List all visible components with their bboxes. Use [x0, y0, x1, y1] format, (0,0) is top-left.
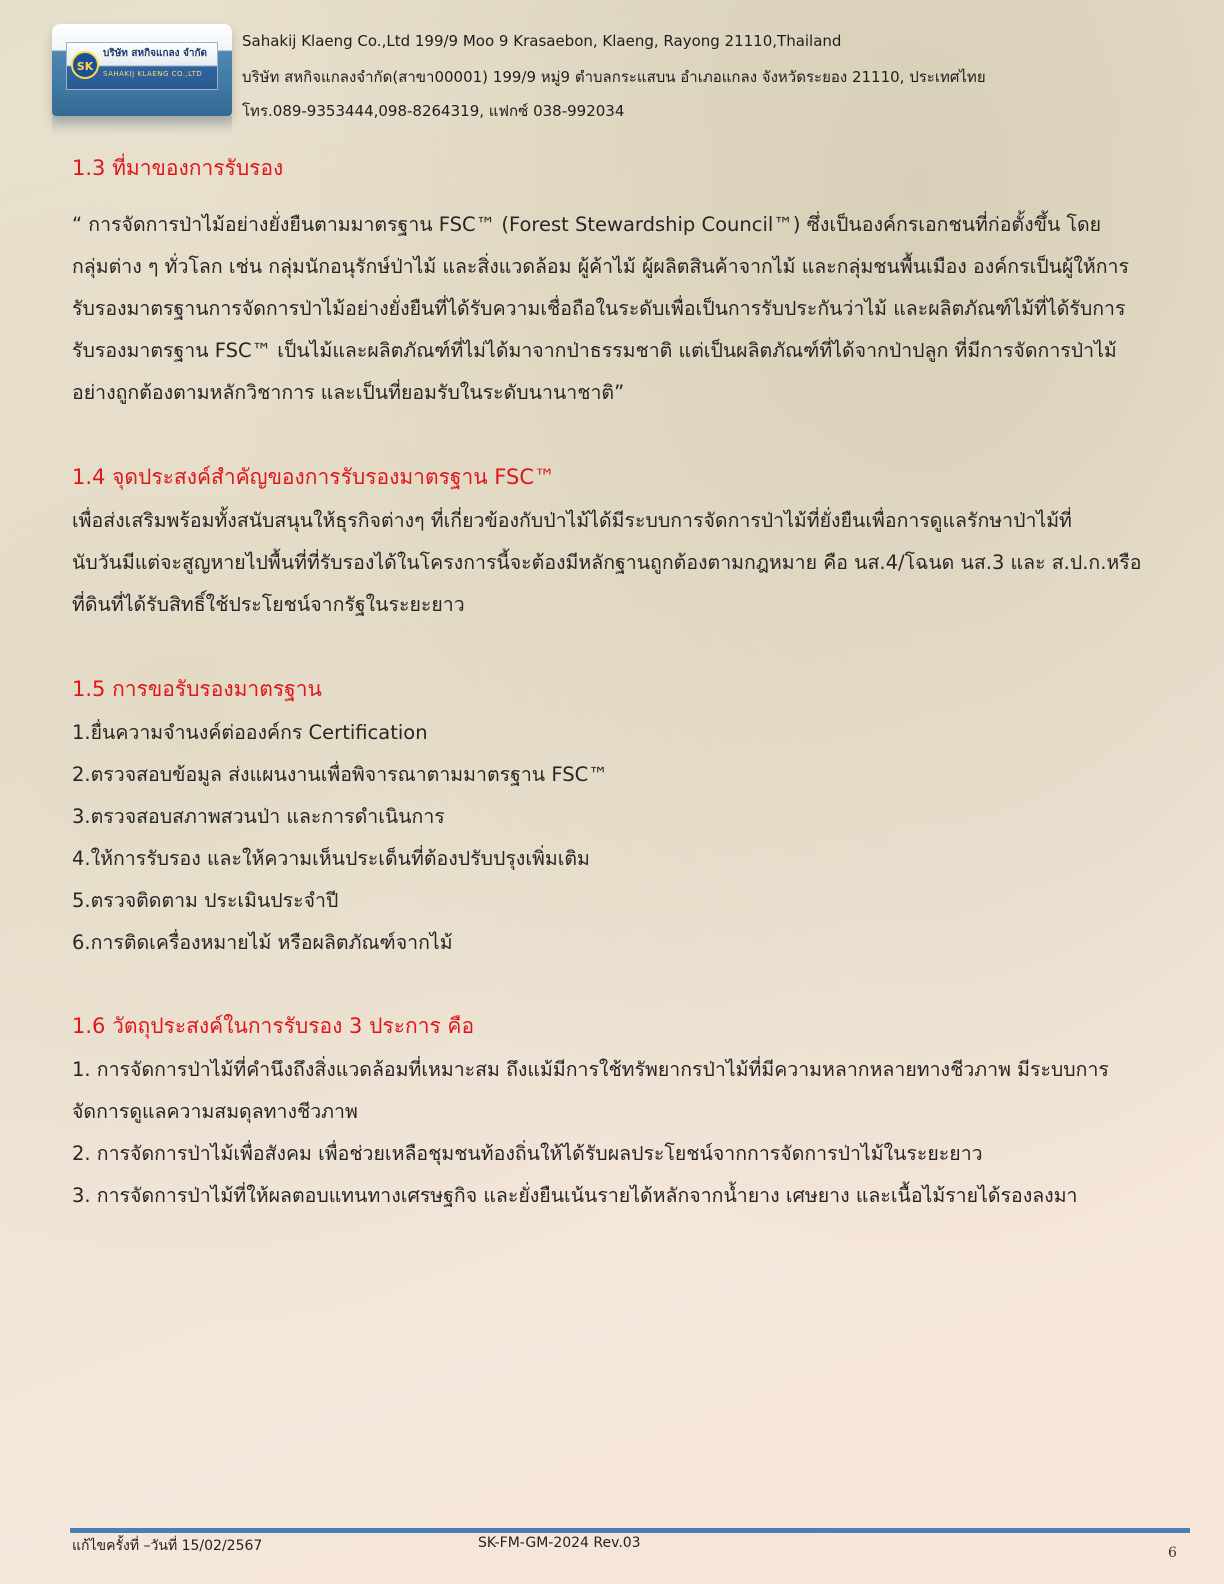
paragraph-line: “ การจัดการป่าไม้อย่างยั่งยืนตามมาตรฐาน FSC™ (Forest Stewardship Council™) ซึ่งเป็นองค์กรเอกชนที่ก่อตั้งขึ้น โดย	[72, 213, 1102, 236]
paragraph-line: กลุ่มต่าง ๆ ทั่วโลก เช่น กลุ่มนักอนุรักษ์ป่าไม้ และสิ่งแวดล้อม ผู้ค้าไม้ ผู้ผลิตสินค้าจากไม้ และกลุ่มชนพื้นเมือง องค์กรเป็นผู้ให้การ	[72, 255, 1129, 278]
page-number: 6	[1168, 1545, 1177, 1561]
list-item: 6.การติดเครื่องหมายไม้ หรือผลิตภัณฑ์จากไม้	[72, 931, 453, 954]
list-item: จัดการดูแลความสมดุลทางชีวภาพ	[72, 1100, 358, 1123]
section-title-1-4: 1.4 จุดประสงค์สำคัญของการรับรองมาตรฐาน FSC™	[72, 465, 555, 489]
list-item: 3.ตรวจสอบสภาพสวนป่า และการดำเนินการ	[72, 805, 445, 828]
list-item: 3. การจัดการป่าไม้ที่ให้ผลตอบแทนทางเศรษฐกิจ และยั่งยืนเน้นรายได้หลักจากน้ำยาง เศษยาง และเนื้อไม้รายได้รองลงมา	[72, 1184, 1078, 1207]
header-contact: โทร.089-9353444,098-8264319, แฟกซ์ 038-992034	[242, 102, 625, 120]
section-title-1-6: 1.6 วัตถุประสงค์ในการรับรอง 3 ประการ คือ	[72, 1014, 475, 1038]
footer-divider	[70, 1528, 1190, 1533]
section-title-1-3: 1.3 ที่มาของการรับรอง	[72, 156, 284, 180]
section-title-1-5: 1.5 การขอรับรองมาตรฐาน	[72, 677, 322, 701]
footer-revision: แก้ไขครั้งที่ –วันที่ 15/02/2567	[72, 1538, 263, 1554]
footer-doc-code: SK-FM-GM-2024 Rev.03	[478, 1535, 641, 1551]
paragraph-line: ที่ดินที่ได้รับสิทธิ์ใช้ประโยชน์จากรัฐในระยะยาว	[72, 593, 465, 616]
paragraph-line: รับรองมาตรฐานการจัดการป่าไม้อย่างยั่งยืนที่ได้รับความเชื่อถือในระดับเพื่อเป็นการรับประกันว่าไม้ และผลิตภัณฑ์ไม้ที่ได้รับการ	[72, 297, 1126, 320]
company-logo	[52, 24, 232, 116]
logo-signboard	[66, 42, 218, 90]
logo-text: บริษัท สหกิจแกลง จำกัด	[103, 48, 208, 59]
header-address-en: Sahakij Klaeng Co.,Ltd 199/9 Moo 9 Krasaebon, Klaeng, Rayong 21110,Thailand	[242, 32, 842, 50]
logo-reflection	[52, 116, 232, 136]
header-address-th: บริษัท สหกิจแกลงจำกัด(สาขา00001) 199/9 หมู่9 ตำบลกระแสบน อำเภอแกลง จังหวัดระยอง 21110, ประเทศไทย	[242, 68, 986, 86]
list-item: 1.ยื่นความจำนงค์ต่อองค์กร Certification	[72, 721, 428, 744]
paragraph-line: รับรองมาตรฐาน FSC™ เป็นไม้และผลิตภัณฑ์ที่ไม่ได้มาจากป่าธรรมชาติ แต่เป็นผลิตภัณฑ์ที่ได้จากป่าปลูก ที่มีการจัดการป่าไม้	[72, 339, 1117, 362]
list-item: 2. การจัดการป่าไม้เพื่อสังคม เพื่อช่วยเหลือชุมชนท้องถิ่นให้ได้รับผลประโยชน์จากการจัดการป่าไม้ในระยะยาว	[72, 1142, 983, 1165]
logo-mark-icon: SK	[71, 51, 99, 79]
paragraph-line: นับวันมีแต่จะสูญหายไปพื้นที่ที่รับรองได้ในโครงการนี้จะต้องมีหลักฐานถูกต้องตามกฎหมาย คือ นส.4/โฉนด นส.3 และ ส.ป.ก.หรือ	[72, 551, 1142, 574]
paragraph-line: อย่างถูกต้องตามหลักวิชาการ และเป็นที่ยอมรับในระดับนานาชาติ”	[72, 381, 625, 404]
list-item: 4.ให้การรับรอง และให้ความเห็นประเด็นที่ต้องปรับปรุงเพิ่มเติม	[72, 847, 590, 870]
logo-subtext: SAHAKIJ KLAENG CO.,LTD	[103, 70, 203, 78]
list-item: 1. การจัดการป่าไม้ที่คำนึงถึงสิ่งแวดล้อมที่เหมาะสม ถึงแม้มีการใช้ทรัพยากรป่าไม้ที่มีความหลากหลายทางชีวภาพ มีระบบการ	[72, 1058, 1109, 1081]
list-item: 5.ตรวจติดตาม ประเมินประจำปี	[72, 889, 339, 912]
list-item: 2.ตรวจสอบข้อมูล ส่งแผนงานเพื่อพิจารณาตามมาตรฐาน FSC™	[72, 763, 608, 786]
paragraph-line: เพื่อส่งเสริมพร้อมทั้งสนับสนุนให้ธุรกิจต่างๆ ที่เกี่ยวข้องกับป่าไม้ได้มีระบบการจัดการป่าไม้ที่ยั่งยืนเพื่อการดูแลรักษาป่าไม้ที่	[72, 509, 1072, 532]
